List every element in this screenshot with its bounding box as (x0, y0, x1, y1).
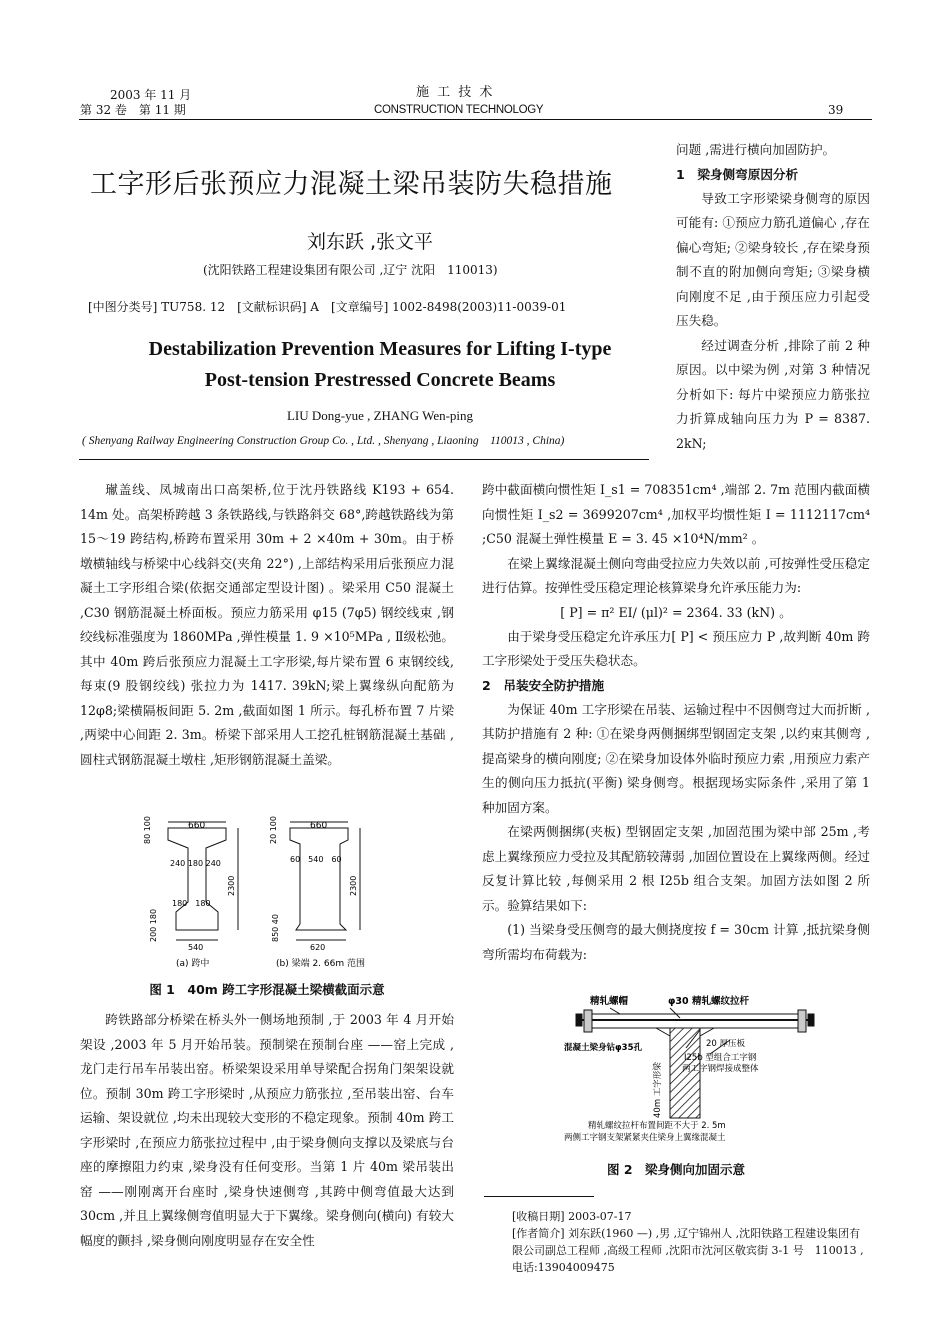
article-title-en-line2: Post-tension Prestressed Concrete Beams (204, 369, 556, 391)
figure-2-diagram (560, 990, 830, 1148)
label-beam-type: I25b 型组合工字钢 (684, 1053, 757, 1063)
reinforcement-drawing (576, 1008, 814, 1118)
label-plate: 20 厚压板 (706, 1039, 746, 1049)
figure-1-diagram (130, 814, 390, 974)
dim-a-flange: 180 180 (172, 899, 211, 908)
intro-paragraph: 𤩽盖线、凤城南出口高架桥,位于沈丹铁路线 K193 + 654. 14m 处。高架桥跨越 3 条铁路线,与铁路斜交 68°,跨越铁路线为第 15～19 跨结构,桥跨布置采用 30m + 2 ×40m + 30m。由于桥墩横轴线与桥梁中心线斜交(夹角 22°) ,上部结构采用后张预应力混凝土工字形组合梁(依据交通部定型设计图) 。梁采用 C50 混凝土 ,C30 钢筋混凝土桥面板。预应力筋采用 φ15 (7φ5) 钢绞线束 ,钢绞线标准强度为 1860MPa ,弹性模量 1. 9 ×10⁵MPa , Ⅱ级松弛。其中 40m 跨后张预应力混凝土工字形梁,每片梁布置 6 束钢绞线,每束(9 股钢绞线) 张拉力为 1417. 39kN;梁上翼缘纵向配筋为 12φ8;梁横隔板间距 5. 2m ,截面如图 1 所示。每孔桥布置 7 片梁 ,两梁中心间距 2. 3m。桥梁下部采用人工挖孔桩钢筋混凝土基础 ,圆柱式钢筋混凝土墩柱 ,矩形钢筋混凝土盖梁。 (80, 482, 454, 767)
received-date: [收稿日期] 2003-07-17 (512, 1210, 632, 1223)
dim-a-top: 660 (188, 821, 206, 831)
dim-b-top: 660 (310, 821, 328, 831)
right-top-column (676, 138, 870, 456)
page-number: 39 (828, 103, 844, 117)
figure-1-label-a: (a) 跨中 (176, 959, 210, 969)
authors-cn: 刘东跃 ,张文平 (306, 231, 434, 253)
label-beam: 40m 工字形梁 (653, 1062, 663, 1118)
label-weld: 两工字钢焊接成整体 (682, 1064, 759, 1074)
header-volume: 第 32 卷 第 11 期 (80, 103, 186, 117)
header-rule (79, 119, 872, 120)
dim-a-left-top: 80 100 (143, 816, 152, 844)
section-1-heading: 1 梁身侧弯原因分析 (676, 166, 799, 182)
figure-1-caption: 图 1 40m 跨工字形混凝土梁横截面示意 (149, 982, 385, 997)
judgement-paragraph: 由于梁身受压稳定允许承压力[ P] < 预压应力 P ,故判断 40m 跨工字形梁处于受压失稳状态。 (482, 628, 870, 668)
left-column-upper (80, 478, 454, 772)
footnote-rule (484, 1196, 594, 1197)
note-2: 两侧工字钢支架紧紧夹住梁身上翼缘混凝土 (564, 1133, 726, 1143)
right-column (482, 478, 870, 967)
journal-title-cn: 施 工 技 术 (416, 85, 495, 100)
journal-title-en: CONSTRUCTION TECHNOLOGY (374, 104, 544, 116)
affiliation-en: ( Shenyang Railway Engineering Construction Group Co. , Ltd. , Shenyang , Liaoning 110013 , China) (82, 435, 565, 447)
title-rule (79, 459, 649, 460)
header-date: 2003 年 11 月 (110, 88, 192, 102)
section-1-para-1: 导致工字形梁梁身侧弯的原因可能有: ①预应力筋孔道偏心 ,存在偏心弯矩; ②梁身较长 ,存在梁身预制不直的附加侧向弯矩; ③梁身横向刚度不足 ,由于预压应力引起受压失稳。 (676, 190, 870, 328)
dim-b-height: 2300 (349, 875, 358, 896)
left-column-lower (80, 1008, 454, 1253)
dim-b-left-bottom: 850 40 (271, 914, 280, 942)
dim-b-web: 60 540 60 (290, 855, 342, 864)
dim-a-height: 2300 (227, 875, 236, 896)
section-1-para-2: 经过调查分析 ,排除了前 2 种原因。以中梁为例 ,对第 3 种情况分析如下: 每片中梁预应力筋张拉力折算成轴向压力为 P = 8387. 2kN; (676, 337, 870, 451)
dim-b-left-top: 20 100 (269, 816, 278, 844)
dim-b-bottom: 620 (310, 943, 326, 952)
author-bio: [作者简介] 刘东跃(1960 —) ,男 ,辽宁锦州人 ,沈阳铁路工程建设集团有限公司副总工程师 ,高级工程师 ,沈阳市沈河区敬宾街 3-1 号 110013 ,电话:13904009475 (512, 1227, 864, 1274)
note-1: 精轧螺纹拉杆布置间距不大于 2. 5m (588, 1121, 726, 1131)
calc-paragraph: (1) 当梁身受压侧弯的最大侧挠度按 f = 30cm 计算 ,抵抗梁身侧弯所需均布荷载为: (482, 922, 870, 962)
figure-1-label-b: (b) 梁端 2. 66m 范围 (276, 959, 365, 969)
footnotes (512, 1208, 870, 1276)
dim-a-bottom: 540 (188, 943, 204, 952)
classification-line: [中图分类号] TU758. 12 [文献标识码] A [文章编号] 1002-8498(2003)11-0039-01 (88, 300, 567, 314)
bracing-paragraph: 在梁两侧捆绑(夹板) 型钢固定支架 ,加固范围为梁中部 25m ,考虑上翼缘预应力受拉及其配筋较薄弱 ,加固位置设在上翼缘两侧。经过反复计算比较 ,每侧采用 2 根 I25b 组合支架。加固方法如图 2 所示。验算结果如下: (482, 824, 870, 913)
equation-1: [ P] = π² EI/ (μl)² = 2364. 33 (kN) 。 (560, 604, 792, 620)
continued-line: 问题 ,需进行横向加固防护。 (676, 142, 836, 157)
label-rod: φ30 精轧螺纹拉杆 (668, 996, 749, 1007)
article-title-cn: 工字形后张预应力混凝土梁吊装防失稳措施 (90, 169, 613, 200)
article-title-en-line1: Destabilization Prevention Measures for Lifting I-type (148, 338, 612, 360)
figure-2-caption: 图 2 梁身侧向加固示意 (606, 1162, 746, 1177)
measures-paragraph: 为保证 40m 工字形梁在吊装、运输过程中不因侧弯过大而折断 ,其防护措施有 2 种: ①在梁身两侧捆绑型钢固定支架 ,以约束其侧弯 ,提高梁身的横向刚度; ②在梁身加设体外临时预应力索 ,用预应力索产生的侧向压力抵抗(平衡) 梁身侧弯。根据现场实际条件 ,采用了第 1 种加固方案。 (482, 701, 870, 815)
authors-en: LIU Dong-yue , ZHANG Wen-ping (286, 408, 474, 423)
erection-paragraph: 跨铁路部分桥梁在桥头外一侧场地预制 ,于 2003 年 4 月开始架设 ,2003 年 5 月开始吊装。预制梁在预制台座 ——窑上完成 ,龙门走行吊车吊装出窑。桥梁架设采用单导梁配合拐角门架架设就位。预制 30m 跨工字形梁时 ,从预应力筋张拉 ,至吊装出窑、台车运输、架设就位 ,均未出现较大变形的不稳定现象。预制 40m 跨工字形梁时 ,在预应力筋张拉过程中 ,由于梁身侧向支撑以及梁底与台座的摩擦阻力约束 ,梁身没有任何变形。当第 1 片 40m 梁吊装出窑 ——刚刚离开台座时 ,梁身快速侧弯 ,其跨中侧弯值最大达到 30cm ,并且上翼缘侧弯值明显大于下翼缘。梁身侧向(横向) 有较大幅度的颤抖 ,梁身侧向刚度明显存在安全性 (80, 1012, 454, 1248)
label-hole: 混凝土梁身钻φ35孔 (564, 1043, 642, 1053)
section-2-heading: 2 吊装安全防护措施 (482, 677, 605, 693)
affiliation-cn: (沈阳铁路工程建设集团有限公司 ,辽宁 沈阳 110013) (203, 263, 498, 277)
stability-paragraph: 在梁上翼缘混凝土侧向弯曲受拉应力失效以前 ,可按弹性受压稳定进行估算。按弹性受压稳定理论核算梁身允许承压能力为: (482, 555, 870, 595)
inertia-paragraph: 跨中截面横向惯性矩 I_s1 = 708351cm⁴ ,端部 2. 7m 范围内截面横向惯性矩 I_s2 = 3699207cm⁴ ,加权平均惯性矩 I = 1112117cm⁴ ;C50 混凝土弹性模量 E = 3. 45 ×10⁴N/mm² 。 (482, 482, 870, 546)
dim-a-left-bottom: 200 180 (149, 908, 158, 942)
dim-a-web: 240 180 240 (170, 859, 221, 868)
label-nut: 精轧螺帽 (590, 996, 629, 1007)
